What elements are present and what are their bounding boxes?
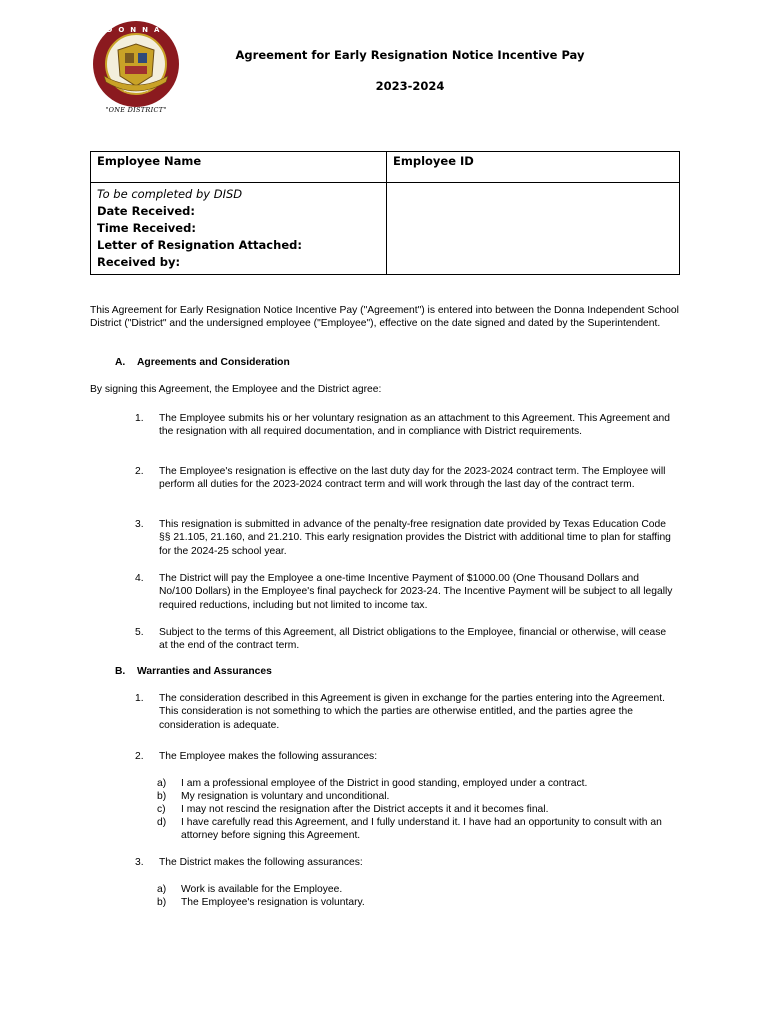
section-b-title: Warranties and Assurances: [137, 666, 272, 677]
svg-text:. . . . . . . . . .: . . . . . . . . . .: [123, 88, 149, 93]
list-item: [135, 856, 675, 869]
item-text: The Employee makes the following assurances:: [159, 751, 378, 762]
item-number: 2.: [135, 751, 144, 762]
document-year: 2023-2024: [375, 79, 445, 93]
list-item: [135, 572, 675, 612]
sub-item-text: The Employee's resignation is voluntary.: [181, 897, 365, 908]
section-a-letter: A.: [115, 357, 126, 368]
sub-list-item: [157, 816, 677, 843]
item-text: Subject to the terms of this Agreement, all District obligations to the Employee, financial or otherwise, will cease at the end of the contract term.: [159, 627, 667, 652]
list-item: [135, 692, 675, 732]
sub-list-item: [157, 803, 677, 816]
sub-item-letter: c): [157, 804, 166, 815]
document-title: Agreement for Early Resignation Notice Incentive Pay: [235, 48, 585, 62]
intro-paragraph: This Agreement for Early Resignation Notice Incentive Pay ("Agreement") is entered into between the Donna Independent School District ("District" and the undersigned employee ("Employee"), effective on the date signed and dated by the Superintendent.: [90, 305, 679, 330]
item-number: 3.: [135, 519, 144, 530]
section-b-heading: [115, 666, 272, 677]
sub-item-text: I am a professional employee of the District in good standing, employed under a contract.: [181, 778, 588, 789]
sub-item-letter: a): [157, 884, 167, 895]
sub-list-item: [157, 883, 677, 896]
employee-id-cell[interactable]: [387, 152, 680, 183]
donna-isd-seal-logo: [90, 20, 182, 118]
employee-id-label: Employee ID: [393, 154, 474, 168]
date-received-label: Date Received:: [97, 204, 195, 218]
item-text: The District makes the following assurances:: [159, 857, 363, 868]
item-text: The consideration described in this Agreement is given in exchange for the parties entering into the Agreement. This consideration is not something to which the parties are otherwise entitled, and the parties agree the consideration is adequate.: [159, 693, 665, 731]
item-number: 3.: [135, 857, 144, 868]
sub-item-text: I may not rescind the resignation after the District accepts it and it becomes final.: [181, 804, 549, 815]
seal-letters: DONNA: [106, 26, 166, 34]
sub-item-letter: a): [157, 778, 167, 789]
sub-item-letter: d): [157, 817, 167, 828]
sub-item-text: I have carefully read this Agreement, and I fully understand it. I have had an opportunity to consult with an attorney before signing this Agreement.: [181, 817, 662, 842]
list-item: [135, 750, 675, 763]
list-item: [135, 412, 675, 439]
employee-name-cell[interactable]: [91, 152, 387, 183]
sub-list-item: [157, 777, 677, 790]
item-text: The Employee submits his or her voluntary resignation as an attachment to this Agreement. This Agreement and the resignation with all required documentation, and in compliance with District requirements.: [159, 413, 670, 438]
disd-use-blank-cell[interactable]: [387, 183, 680, 275]
item-number: 4.: [135, 573, 144, 584]
letter-attached-label: Letter of Resignation Attached:: [97, 238, 302, 252]
time-received-label: Time Received:: [97, 221, 196, 235]
sub-item-text: My resignation is voluntary and unconditional.: [181, 791, 390, 802]
list-item: [135, 518, 675, 558]
list-item: [135, 626, 675, 653]
sub-list-item: [157, 790, 677, 803]
item-number: 1.: [135, 413, 144, 424]
section-a-heading: [115, 357, 290, 368]
employee-name-label: Employee Name: [97, 154, 202, 168]
completed-by-note: To be completed by DISD: [97, 187, 243, 201]
item-number: 1.: [135, 693, 144, 704]
section-b-letter: B.: [115, 666, 126, 677]
item-number: 5.: [135, 627, 144, 638]
sub-item-letter: b): [157, 897, 167, 908]
list-item: [135, 465, 675, 492]
item-number: 2.: [135, 466, 144, 477]
received-by-label: Received by:: [97, 255, 181, 269]
sub-list-item: [157, 896, 677, 909]
sub-item-text: Work is available for the Employee.: [181, 884, 343, 895]
section-a-lead: By signing this Agreement, the Employee and the District agree:: [90, 384, 382, 395]
item-text: The Employee's resignation is effective on the last duty day for the 2023-2024 contract term. The Employee will perform all duties for the 2023-2024 contract term and will work through the last day of the contract term.: [159, 466, 666, 491]
seal-motto: "ONE DISTRICT": [105, 106, 167, 114]
sub-item-letter: b): [157, 791, 167, 802]
item-text: This resignation is submitted in advance of the penalty-free resignation date provided by Texas Education Code §§ 21.105, 21.160, and 21.210. This early resignation provides the District with additional time to plan for staffing for the 2024-25 school year.: [159, 519, 671, 557]
item-text: The District will pay the Employee a one-time Incentive Payment of $1000.00 (One Thousand Dollars and No/100 Dollars) in the Employee's final paycheck for 2023-24. The Incentive Payment will be subject to all legally required reductions, including but not limited to income tax.: [159, 573, 673, 611]
disd-use-cell: [91, 183, 387, 275]
section-a-title: Agreements and Consideration: [137, 357, 290, 368]
employee-info-table: [90, 151, 680, 275]
